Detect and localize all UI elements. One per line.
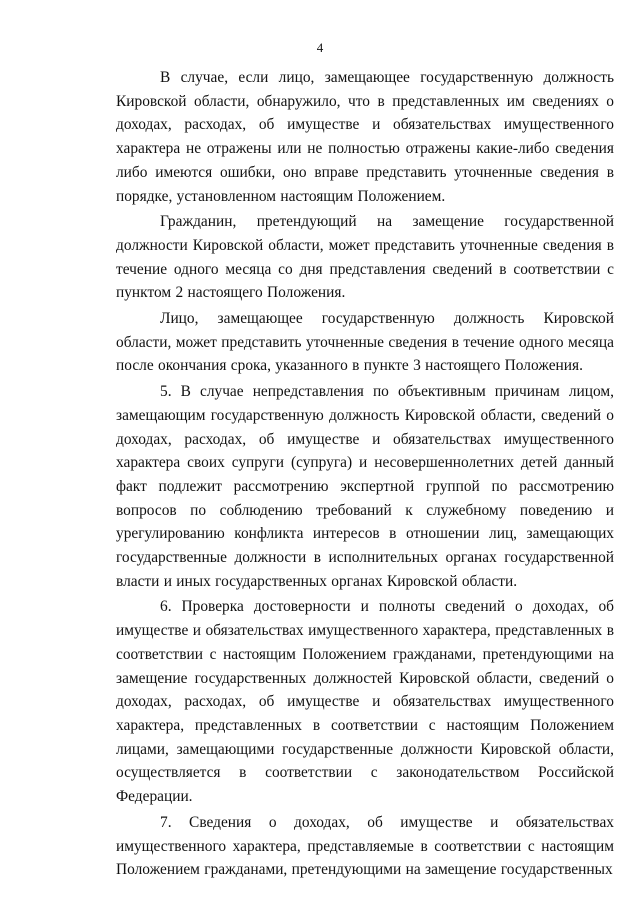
paragraph-correction-citizen: Гражданин, претендующий на замещение государственной должности Кировской области, может представить уточненные сведения в течение одного месяца со дня представления сведений в соответствии с пунктом 2 настоящего Положения. xyxy=(116,213,614,302)
paragraph-correction-deadline: Лицо, замещающее государственную должность Кировской области, может представить уточненные сведения в течение одного месяца после окончания срока, указанного в пункте 3 настоящего Положения. xyxy=(116,310,614,375)
paragraph-clause-7: 7. Сведения о доходах, об имуществе и обязательствах имущественного характера, представляемые в соответствии с настоящим Положением гражданами, претендующими на замещение государственных xyxy=(116,813,614,879)
document-body xyxy=(116,66,614,884)
paragraph-clause-6: 6. Проверка достоверности и полноты сведений о доходах, об имуществе и обязательствах имущественного характера, представленных в соответствии с настоящим Положением гражданами, претендующими на замещение государственных должностей Кировской области, сведений о доходах, расходах, об имуществе и обязательствах имущественного характера, представленных в соответствии с настоящим Положением лицами, замещающими государственные должности Кировской области, осуществляется в соответствии с законодательством Российской Федерации. xyxy=(116,598,614,806)
page-number: 4 xyxy=(316,40,324,55)
paragraph-correction-official: В случае, если лицо, замещающее государственную должность Кировской области, обнаружило, что в представленных им сведениях о доходах, расходах, об имуществе и обязательствах имущественного характера не отражены или не полностью отражены какие-либо сведения либо имеются ошибки, оно вправе представить уточненные сведения в порядке, установленном настоящим Положением. xyxy=(116,69,614,205)
paragraph-clause-5: 5. В случае непредставления по объективным причинам лицом, замещающим государственную должность Кировской области, сведений о доходах, расходах, об имуществе и обязательствах имущественного характера своих супруги (супруга) и несовершеннолетних детей данный факт подлежит рассмотрению экспертной группой по рассмотрению вопросов по соблюдению требований к служебному поведению и урегулированию конфликта интересов в отношении лиц, замещающих государственные должности в исполнительных органах государственной власти и иных государственных органах Кировской области. xyxy=(116,383,614,590)
